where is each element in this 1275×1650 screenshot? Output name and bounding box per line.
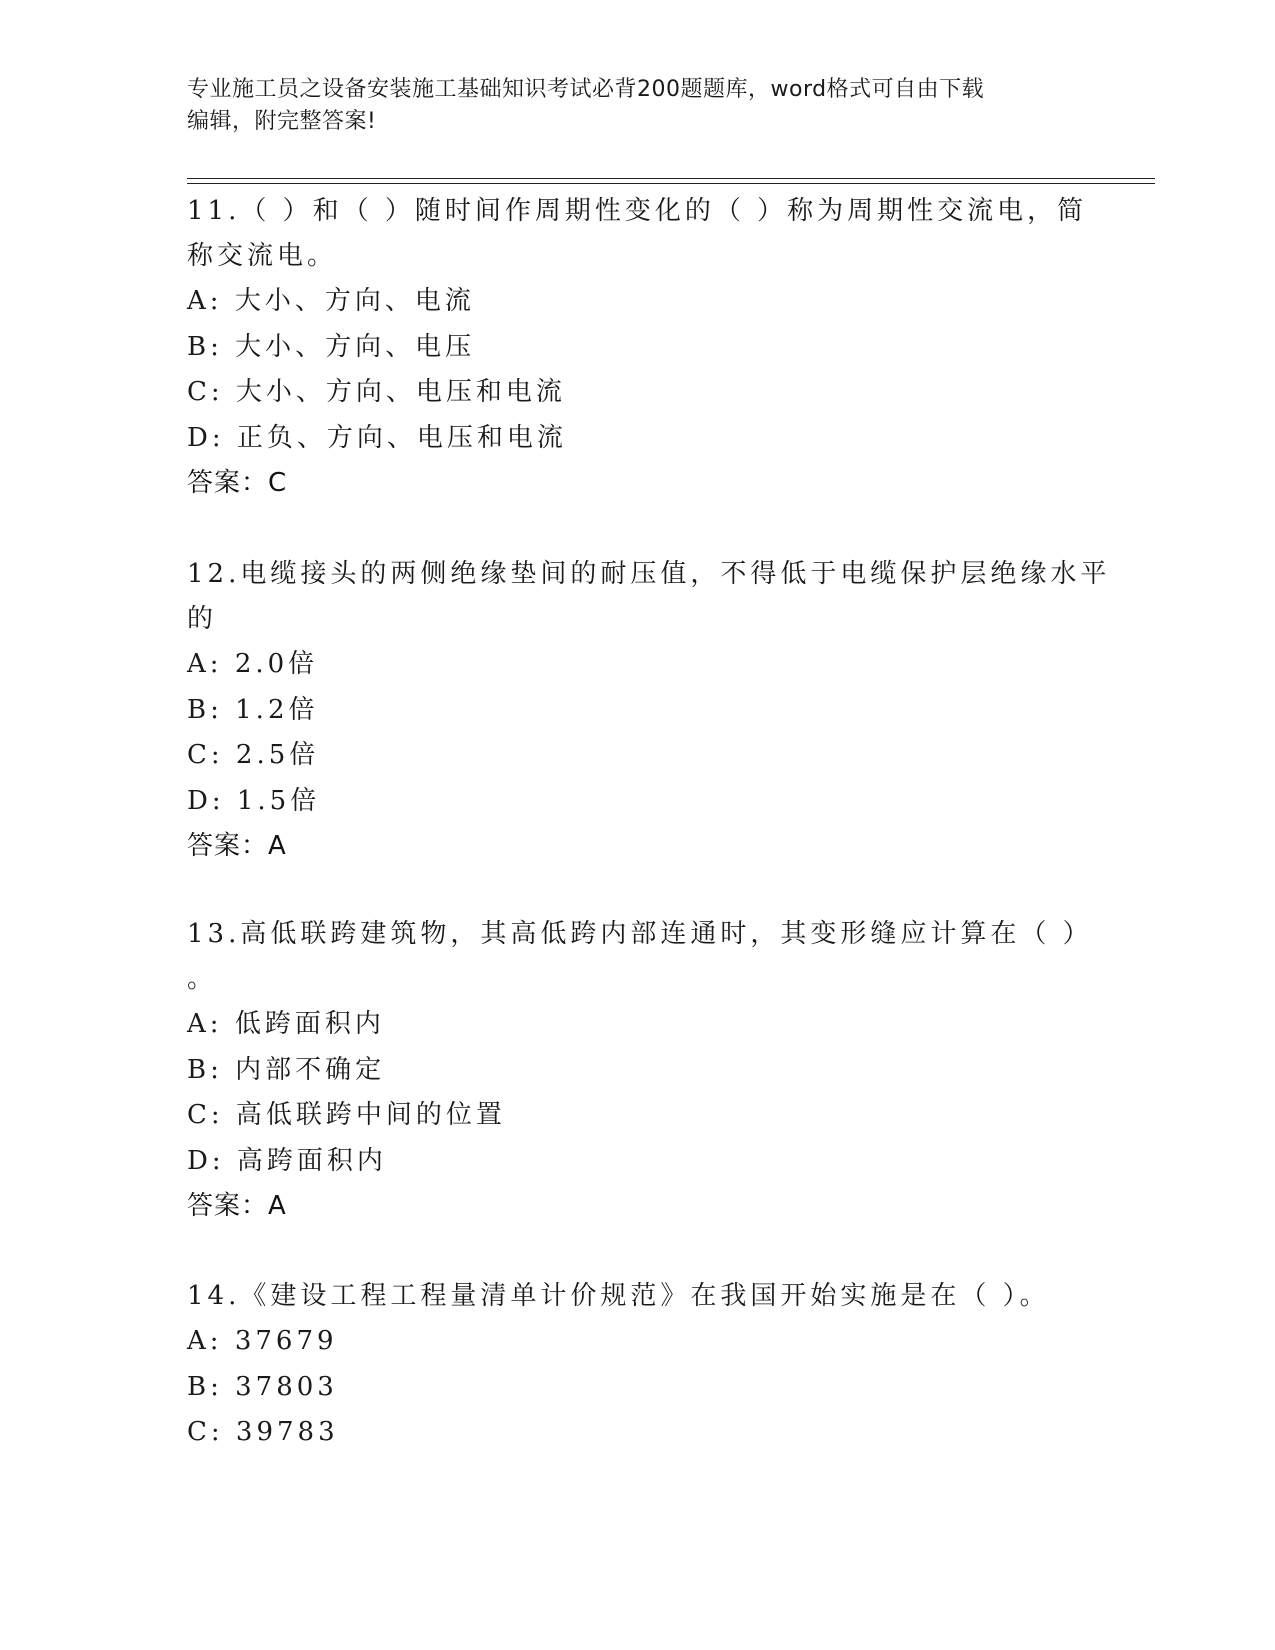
option-b <box>187 325 1087 371</box>
option-d <box>187 779 1087 825</box>
option-text: 1.2倍 <box>235 694 319 725</box>
option-text: 大小、方向、电压 <box>235 331 476 362</box>
answer-line: 答案：A <box>187 831 287 861</box>
question-stem <box>187 1274 1087 1319</box>
option-text: 大小、方向、电流 <box>234 286 475 316</box>
question-stem-line: 12.电缆接头的两侧绝缘垫间的耐压值，不得低于电缆保护层绝缘水平 <box>187 559 1111 589</box>
answer-line: 答案：C <box>187 468 288 498</box>
question-stem-line: 称交流电。 <box>187 241 338 271</box>
option-c <box>187 733 1087 779</box>
option-text: 2.5倍 <box>235 740 320 770</box>
option-text: 高低联跨中间的位置 <box>235 1100 506 1130</box>
option-c <box>187 1410 1087 1456</box>
option-key: D: <box>187 785 225 816</box>
header-title-line-1: 专业施工员之设备安装施工基础知识考试必背200题题库，word格式可自由下载 <box>187 77 985 102</box>
option-b <box>187 1048 1087 1094</box>
option-a <box>187 642 1087 688</box>
option-key: D: <box>187 422 225 453</box>
option-text: 1.5倍 <box>236 785 321 816</box>
option-text: 37803 <box>235 1371 338 1402</box>
header-divider-top <box>187 178 1155 179</box>
option-key: A: <box>187 1326 223 1356</box>
option-key: C: <box>187 740 224 770</box>
option-c <box>187 1093 1087 1139</box>
option-a <box>187 279 1087 325</box>
option-key: A: <box>187 286 223 316</box>
question-11 <box>187 189 1087 506</box>
document-header <box>187 74 1067 138</box>
question-stem-line: 。 <box>187 964 218 994</box>
option-text: 内部不确定 <box>235 1054 386 1085</box>
option-text: 低跨面积内 <box>234 1009 385 1039</box>
option-d <box>187 416 1087 462</box>
question-stem <box>187 912 1093 1002</box>
question-stem-line: 11.（ ）和（ ）随时间作周期性变化的（ ）称为周期性交流电，简 <box>187 196 1088 226</box>
question-12 <box>187 552 1111 869</box>
option-text: 39783 <box>235 1417 339 1447</box>
answer-line: 答案：A <box>187 1191 287 1221</box>
option-text: 正负、方向、电压和电流 <box>236 422 567 453</box>
option-key: C: <box>187 377 224 407</box>
header-title-line-2: 编辑，附完整答案! <box>187 109 377 134</box>
question-stem-line: 13.高低联跨建筑物，其高低跨内部连通时，其变形缝应计算在（ ） <box>187 919 1093 949</box>
header-divider-bottom <box>187 183 1155 184</box>
option-text: 大小、方向、电压和电流 <box>235 377 566 407</box>
option-key: B: <box>187 1371 223 1402</box>
option-key: B: <box>187 1054 223 1085</box>
option-a <box>187 1002 1087 1048</box>
option-c <box>187 370 1087 416</box>
option-b <box>187 688 1087 734</box>
option-key: B: <box>187 694 223 725</box>
question-stem-line: 14.《建设工程工程量清单计价规范》在我国开始实施是在（ ）。 <box>187 1281 1050 1311</box>
option-text: 高跨面积内 <box>236 1145 387 1176</box>
option-key: C: <box>187 1417 224 1447</box>
question-13 <box>187 912 1093 1229</box>
option-text: 37679 <box>234 1326 338 1356</box>
option-key: A: <box>187 649 223 679</box>
option-d <box>187 1139 1087 1185</box>
option-key: C: <box>187 1100 224 1130</box>
question-stem <box>187 189 1087 279</box>
option-text: 2.0倍 <box>234 649 319 679</box>
option-a <box>187 1319 1087 1365</box>
question-stem-line: 的 <box>187 604 218 634</box>
option-key: D: <box>187 1145 225 1176</box>
question-stem <box>187 552 1111 642</box>
question-14 <box>187 1274 1087 1456</box>
option-b <box>187 1365 1087 1411</box>
option-key: A: <box>187 1009 223 1039</box>
option-key: B: <box>187 331 223 362</box>
